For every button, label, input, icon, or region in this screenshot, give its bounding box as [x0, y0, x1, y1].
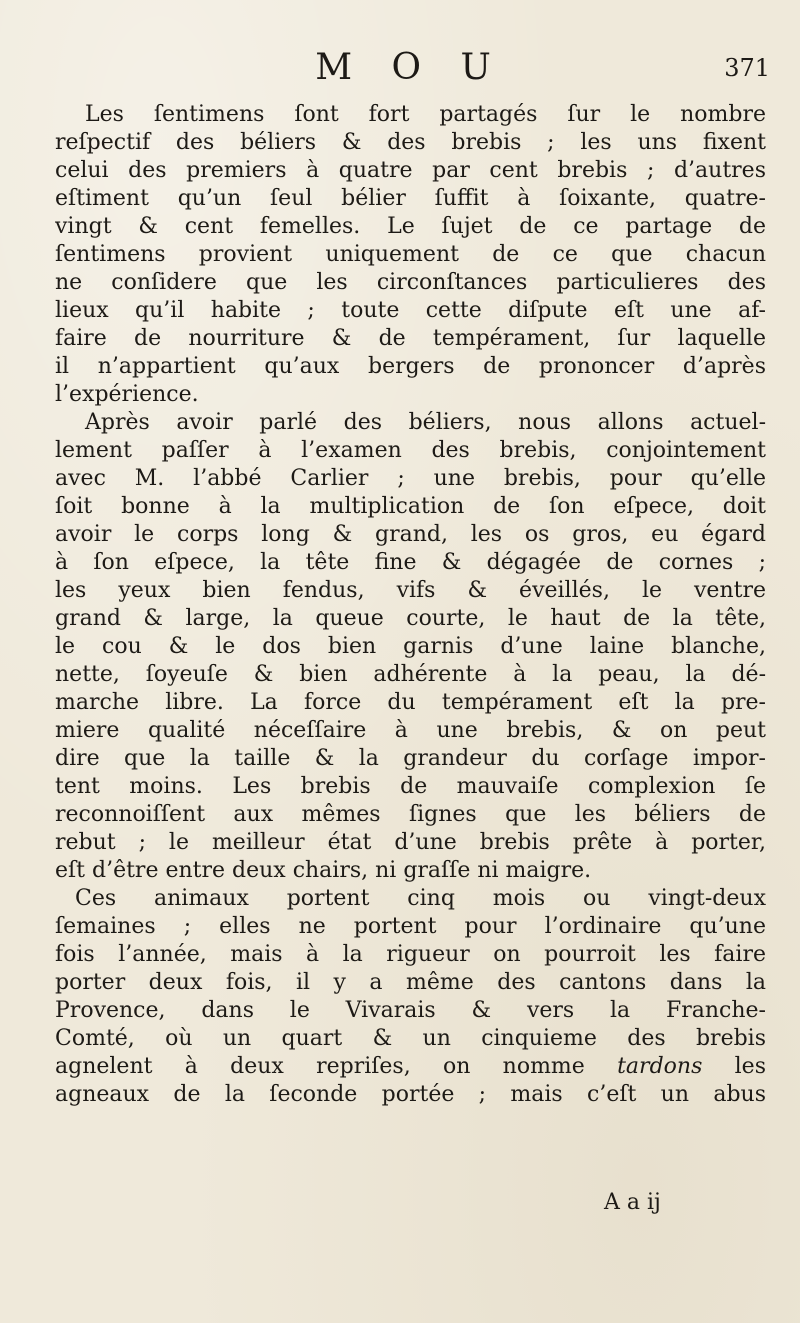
text-line: tent moins. Les brebis de mauvaiſe complexion ſe [55, 774, 766, 799]
text-line: lement paſſer à l’examen des brebis, conjointement [55, 438, 766, 463]
text-line: porter deux fois, il y a même des cantons dans la [55, 970, 766, 995]
running-head: M O U [315, 47, 505, 88]
text-line: l’expérience. [55, 382, 199, 407]
text-line-with-italic [55, 1053, 766, 1081]
italic-term: tardons [617, 1054, 703, 1079]
page-header [50, 44, 770, 92]
text-line: vingt & cent femelles. Le ſujet de ce partage de [55, 214, 766, 239]
text-line: faire de nourriture & de tempérament, ſur laquelle [55, 326, 766, 351]
text-line: reſpectif des béliers & des brebis ; les uns fixent [55, 130, 766, 155]
text-line: celui des premiers à quatre par cent brebis ; d’autres [55, 158, 766, 183]
text-line: Après avoir parlé des béliers, nous allons actuel- [85, 410, 766, 435]
text-line: fois l’année, mais à la rigueur on pourroit les faire [55, 942, 766, 967]
text-line: reconnoiſſent aux mêmes ſignes que les béliers de [55, 802, 766, 827]
text-line: il n’appartient qu’aux bergers de prononcer d’après [55, 354, 766, 379]
text-line: grand & large, la queue courte, le haut de la tête, [55, 606, 766, 631]
signature-mark: A a ij [604, 1190, 661, 1215]
text-segment: agnelent à deux repriſes, on nomme [55, 1054, 585, 1079]
text-line: eſtiment qu’un ſeul bélier ſuffit à ſoixante, quatre- [55, 186, 766, 211]
text-line: ſentimens provient uniquement de ce que chacun [55, 242, 766, 267]
text-line: miere qualité néceſſaire à une brebis, & on peut [55, 718, 766, 743]
main-text [55, 101, 766, 1109]
text-line: ne conſidere que les circonſtances particulieres des [55, 270, 766, 295]
text-line: Provence, dans le Vivarais & vers la Franche- [55, 998, 766, 1023]
text-line: ſemaines ; elles ne portent pour l’ordinaire qu’une [55, 914, 766, 939]
text-segment: les [734, 1054, 766, 1079]
text-line: le cou & le dos bien garnis d’une laine blanche, [55, 634, 766, 659]
text-line: nette, ſoyeuſe & bien adhérente à la peau, la dé- [55, 662, 766, 687]
text-line: dire que la taille & la grandeur du corſage impor- [55, 746, 766, 771]
text-line: Les ſentimens ſont fort partagés ſur le nombre [85, 102, 766, 127]
text-line: à ſon eſpece, la tête fine & dégagée de cornes ; [55, 550, 766, 575]
text-line: ſoit bonne à la multiplication de ſon eſpece, doit [55, 494, 766, 519]
text-line: avoir le corps long & grand, les os gros, eu égard [55, 522, 766, 547]
text-line: eſt d’être entre deux chairs, ni graſſe ni maigre. [55, 858, 592, 883]
page-number: 371 [724, 54, 770, 82]
text-line: rebut ; le meilleur état d’une brebis prête à porter, [55, 830, 766, 855]
text-line: avec M. l’abbé Carlier ; une brebis, pour qu’elle [55, 466, 766, 491]
text-line: les yeux bien fendus, vifs & éveillés, le ventre [55, 578, 766, 603]
text-line: lieux qu’il habite ; toute cette diſpute eſt une af- [55, 298, 766, 323]
text-line: Comté, où un quart & un cinquieme des brebis [55, 1026, 766, 1051]
text-line: agneaux de la ſeconde portée ; mais c’eſt un abus [55, 1082, 766, 1107]
text-line: Ces animaux portent cinq mois ou vingt-deux [75, 886, 766, 911]
text-line: marche libre. La force du tempérament eſt la pre- [55, 690, 766, 715]
